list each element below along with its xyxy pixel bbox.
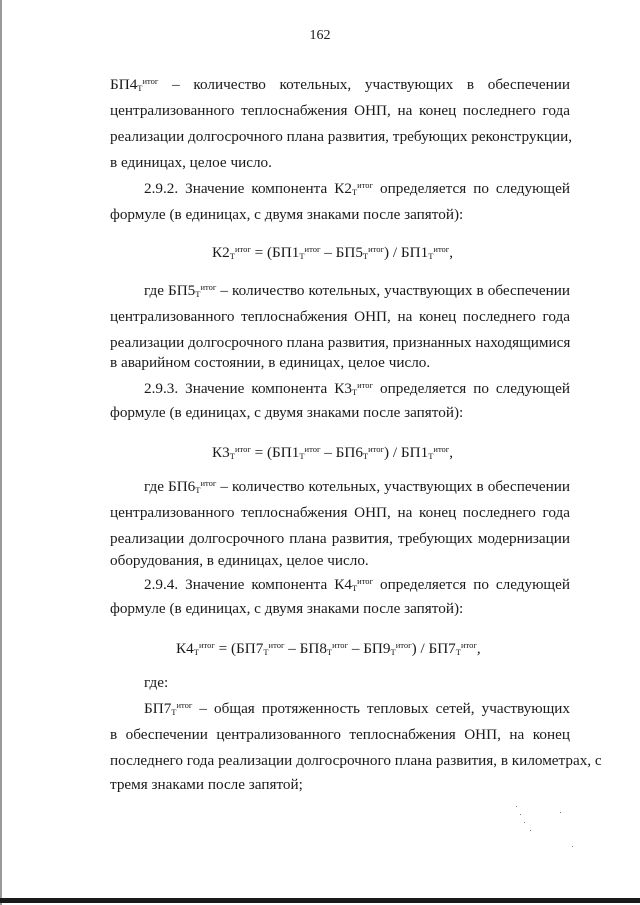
section-2-9-2-heading: 2.9.2. Значение компонента $К2_Т^{итог}$ определяется по следующей [144, 180, 570, 197]
scan-left-edge [0, 0, 2, 905]
bp5-definition-line-3: реализации долгосрочного плана развития, признанных находящимися [110, 334, 571, 351]
scan-speck [520, 814, 521, 815]
bp7-definition-line-4: тремя знаками после запятой; [110, 776, 303, 793]
where-label: где: [144, 674, 169, 691]
section-2-9-3-line-2: формуле (в единицах, с двумя знаками после запятой): [110, 404, 464, 421]
bp5-definition-line-2: централизованного теплоснабжения ОНП, на конец последнего года [110, 308, 570, 325]
bp4-definition-line-4: в единицах, целое число. [110, 154, 272, 171]
bp5-definition-line-4: в аварийном состоянии, в единицах, целое число. [110, 354, 431, 371]
bp7-definition-line-2: в обеспечении централизованного теплоснабжения ОНП, на конец [110, 726, 570, 743]
scan-speck [530, 830, 531, 831]
section-2-9-4-line-2: формуле (в единицах, с двумя знаками после запятой): [110, 600, 464, 617]
section-2-9-4-heading: 2.9.4. Значение компонента $К4_Т^{итог}$ определяется по следующей [144, 576, 570, 593]
scan-bottom-edge [0, 898, 640, 903]
formula-k2: $К2_Т^{итог} = (БП1_Т^{итог} - БП5_Т^{итог}) / БП1_Т^{итог}$, [212, 244, 454, 261]
bp4-definition-line-3: реализации долгосрочного плана развития, требующих реконструкции, [110, 128, 573, 145]
page-number: 162 [309, 28, 331, 43]
bp4-definition-line-2: централизованного теплоснабжения ОНП, на конец последнего года [110, 102, 570, 119]
scan-speck [560, 812, 561, 813]
bp6-definition-line-2: централизованного теплоснабжения ОНП, на конец последнего года [110, 504, 570, 521]
section-2-9-3-heading: 2.9.3. Значение компонента $К3_Т^{итог}$ определяется по следующей [144, 380, 570, 397]
bp6-definition-line-4: оборудования, в единицах, целое число. [110, 552, 369, 569]
scan-speck [524, 822, 525, 823]
bp7-definition-line-3: последнего года реализации долгосрочного плана развития, в километрах, с [110, 752, 602, 769]
section-2-9-2-line-2: формуле (в единицах, с двумя знаками после запятой): [110, 206, 464, 223]
bp7-definition-line-1: $БП7_Т^{итог}$ – общая протяженность тепловых сетей, участвующих [144, 700, 570, 717]
scan-speck [516, 806, 517, 807]
bp6-definition-line-1: где $БП6_Т^{итог}$ – количество котельных, участвующих в обеспечении [144, 478, 570, 495]
bp6-definition-line-3: реализации долгосрочного плана развития, требующих модернизации [110, 530, 570, 547]
bp4-definition-line-1: $БП4_Т^{итог}$ – количество котельных, участвующих в обеспечении [110, 76, 570, 93]
formula-k4: $К4_Т^{итог} = (БП7_Т^{итог} - БП8_Т^{итог} - БП9_Т^{итог}) / БП7_Т^{итог}$, [176, 640, 481, 657]
scan-speck [572, 846, 573, 847]
bp5-definition-line-1: где $БП5_Т^{итог}$ – количество котельных, участвующих в обеспечении [144, 282, 570, 299]
formula-k3: $К3_Т^{итог} = (БП1_Т^{итог} - БП6_Т^{итог}) / БП1_Т^{итог}$, [212, 444, 454, 461]
